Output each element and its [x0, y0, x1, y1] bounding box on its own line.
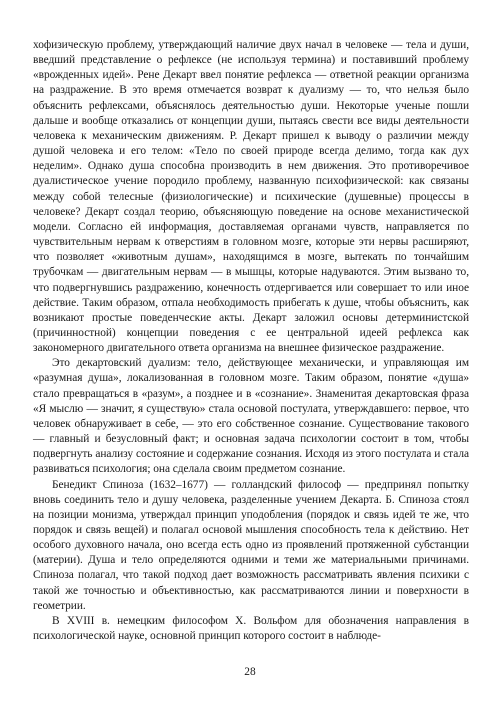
- paragraph-3: Бенедикт Спиноза (1632–1677) — голландский философ — предпринял попытку вновь соединить тело и душу человека, разделенные учением Декарта. Б. Спиноза стоял на позиции монизма, утверждал принцип уподобления (порядок и связь идей те же, что порядок и связь вещей) и полагал основой мышления способность тела к действию. Нет особого духовного начала, оно всегда есть одно из проявлений протяженной субстанции (материи). Душа и тело определяются одними и теми же материальными причинами. Спиноза полагал, что такой подход дает возможность рассматривать явления психики с такой же точностью и объективностью, как рассматриваются линии и поверхности в геометрии.: [33, 478, 469, 612]
- page-number: 28: [244, 666, 256, 678]
- paragraph-1: хофизическую проблему, утверждающий наличие двух начал в человеке — тела и души, введший представление о рефлексе (не используя термина) и поставивший проблему «врожденных идей». Рене Декарт ввел понятие рефлекса — ответной реакции организма на раздражение. В это время отмечается возврат к дуализму — то, что нельзя было объяснить рефлексами, объяснялось деятельностью души. Некоторые ученые пошли дальше и вообще отказались от концепции души, пытаясь свести все виды деятельности человека к механическим движениям. Р. Декарт пришел к выводу о различии между душой человека и его телом: «Тело по своей природе всегда делимо, тогда как дух неделим». Однако душа способна производить в нем движения. Это противоречивое дуалистическое учение породило проблему, названную психофизической: как связаны между собой телесные (физиологические) и психические (душевные) процессы в человеке? Декарт создал теорию, объясняющую поведение на основе механистической модели. Согласно ей информация, доставляемая органами чувств, направляется по чувствительным нервам к отверстиям в головном мозге, которые эти нервы расширяют, что позволяет «животным душам», находящимся в мозге, вытекать по тончайшим трубочкам — двигательным нервам — в мышцы, которые надуваются. Этим вызвано то, что подвергнувшись раздражению, конечность отдергивается или совершает то или иное действие. Таким образом, отпала необходимость прибегать к душе, чтобы объяснить, как возникают простые поведенческие акты. Декарт заложил основы детерминистской (причинностной) концепции поведения с ее центральной идеей рефлекса как закономерного двигательного ответа организма на внешнее физическое раздражение.: [33, 39, 469, 355]
- document-page: [33, 38, 469, 678]
- paragraph-2: Это декартовский дуализм: тело, действующее механически, и управляющая им «разумная душа», локализованная в головном мозге. Таким образом, понятие «душа» стало превращаться в «разум», а позднее и в «сознание». Знаменитая декартовская фраза «Я мыслю — значит, я существую» стала основой постулата, утверждавшего: первое, что человек обнаруживает в себе, — это его собственное сознание. Существование такового — главный и безусловный факт; и основная задача психологии состоит в том, чтобы подвергнуть анализу состояние и содержание сознания. Исходя из этого постулата и стала развиваться психология; она сделала своим предметом сознание.: [33, 357, 469, 476]
- paragraph-4: В XVIII в. немецким философом Х. Вольфом для обозначения направления в психологической науке, основной принцип которого состоит в наблюде-: [33, 614, 469, 643]
